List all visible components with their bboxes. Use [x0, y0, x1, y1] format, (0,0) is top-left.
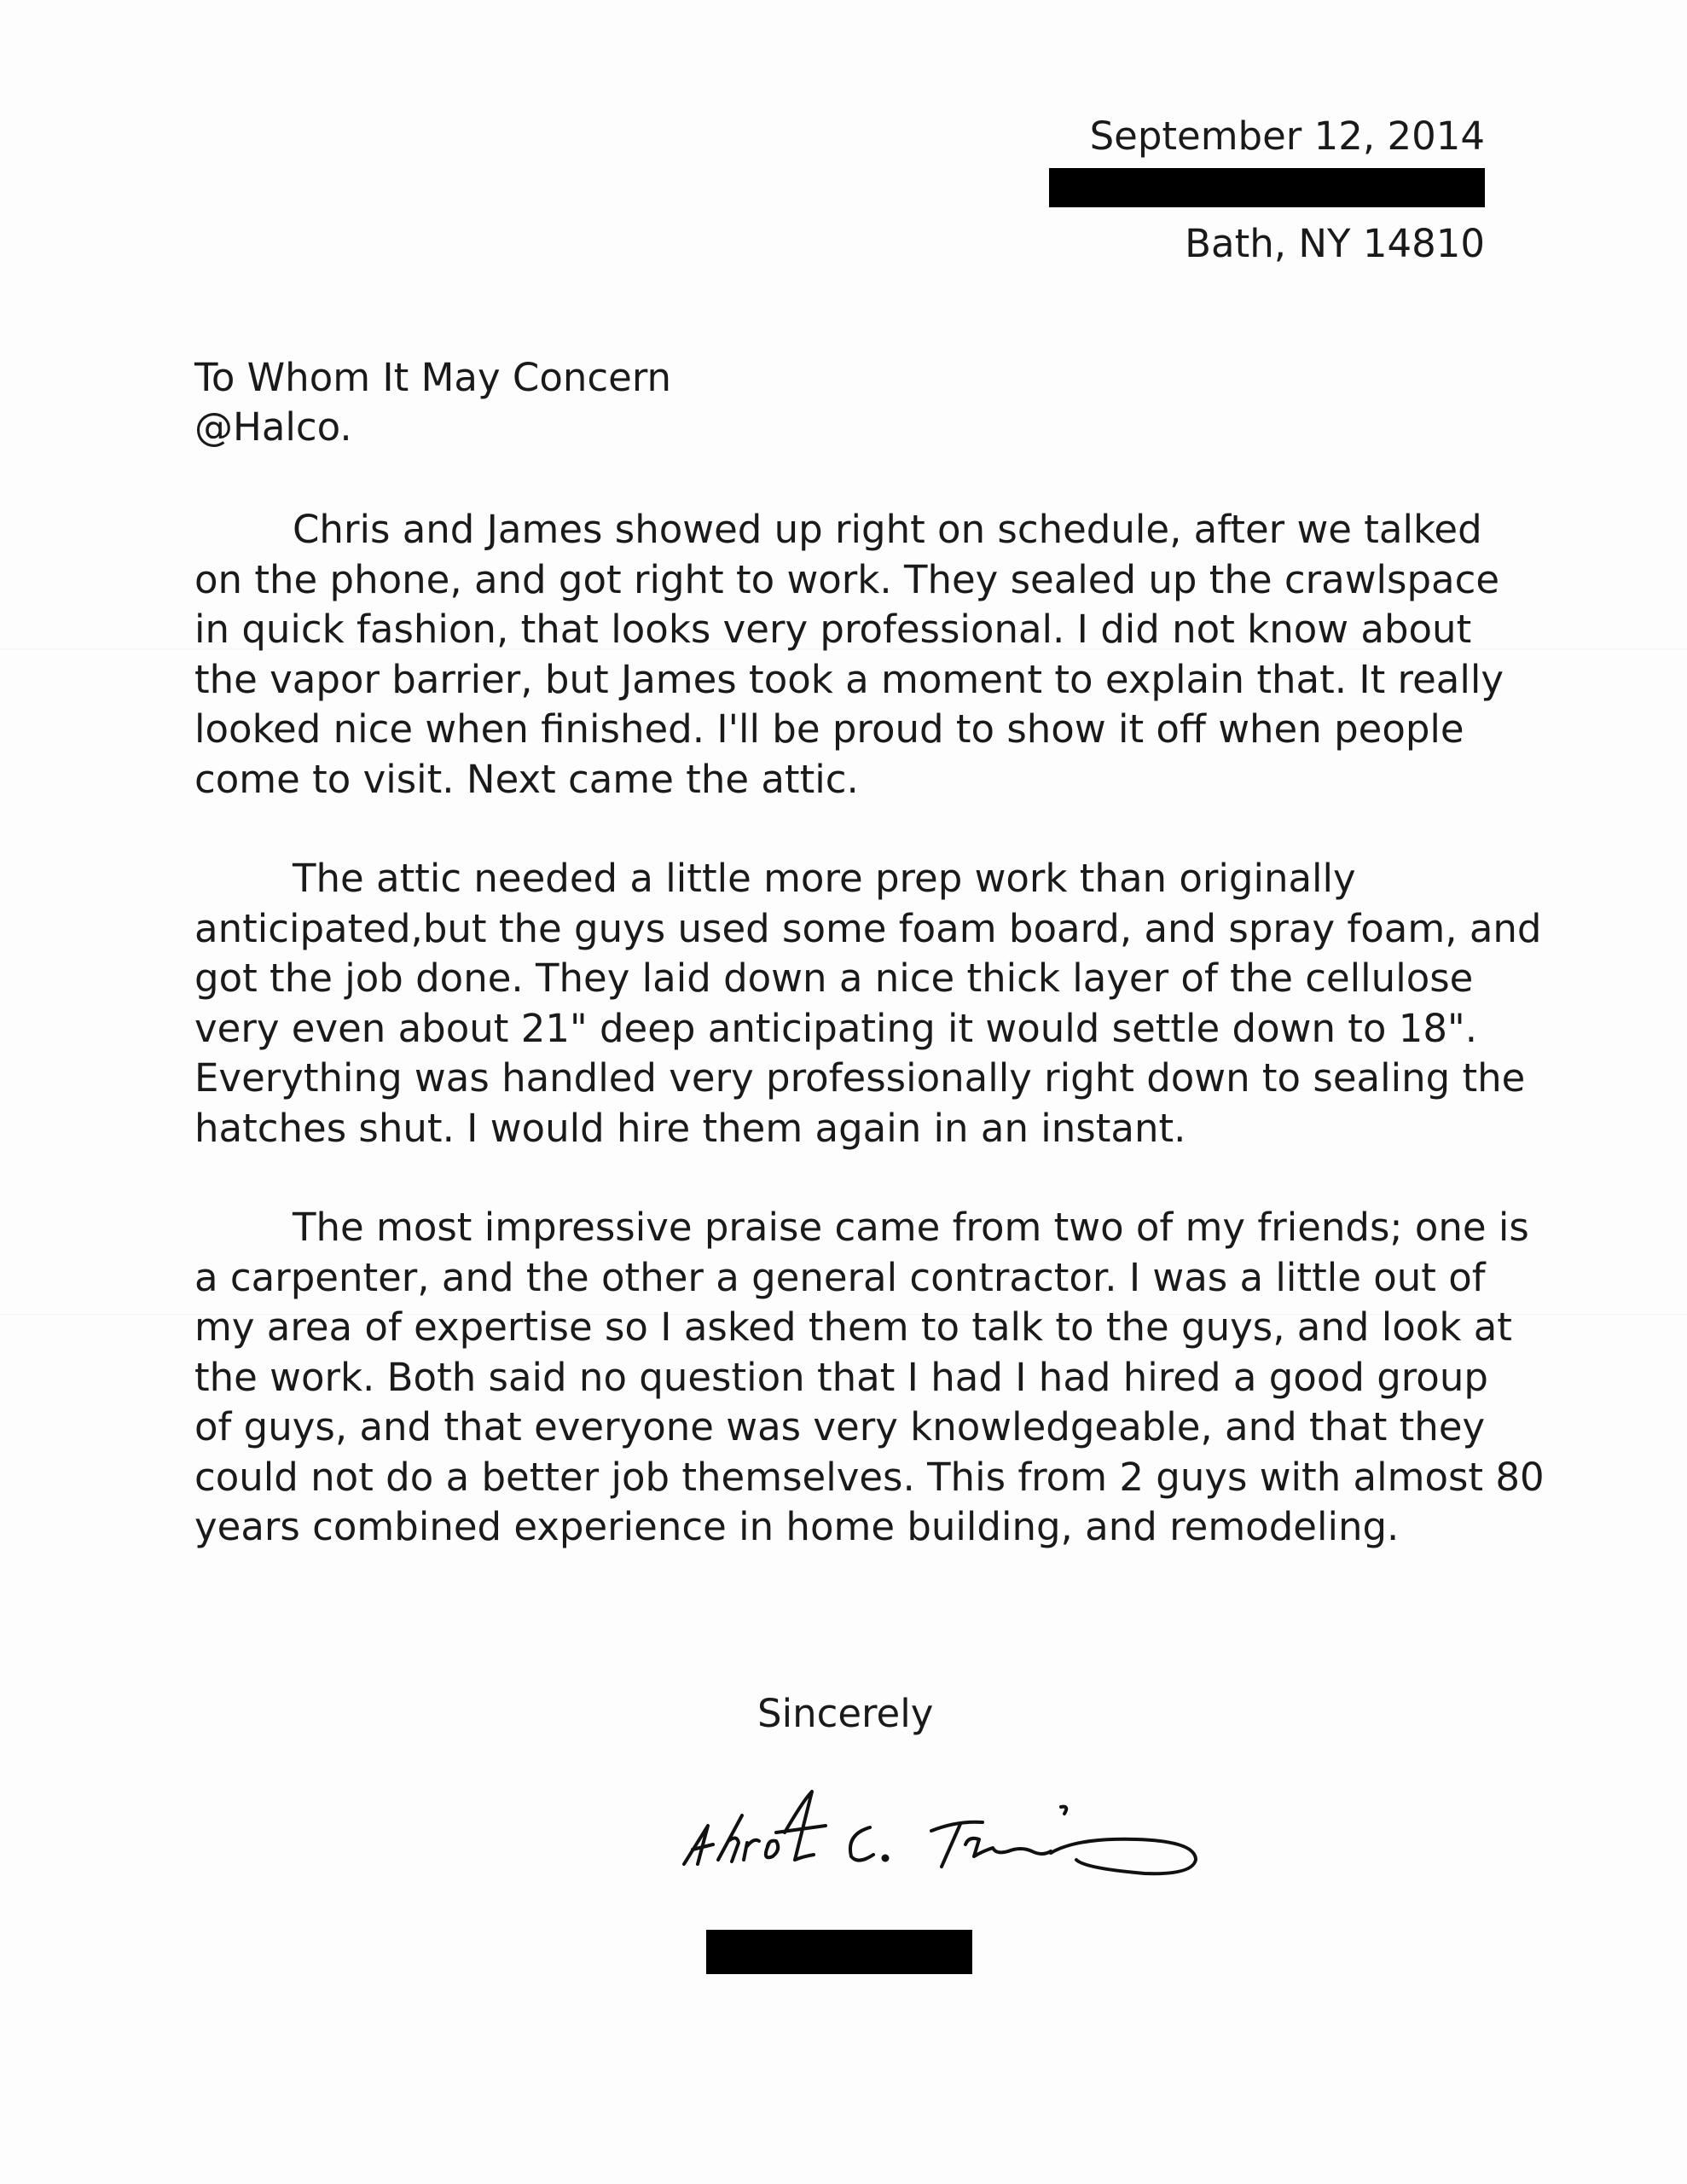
paragraph-line: got the job done. They laid down a nice thick layer of the cellulose: [194, 956, 1474, 1001]
paragraph-line: a carpenter, and the other a general contractor. I was a little out of: [194, 1254, 1486, 1300]
paragraph-line: the vapor barrier, but James took a moment to explain that. It really: [194, 656, 1504, 702]
paragraph-line: very even about 21" deep anticipating it would settle down to 18".: [194, 1005, 1478, 1051]
paragraph-line: The attic needed a little more prep work than originally: [293, 856, 1356, 901]
salutation: [194, 353, 671, 452]
paragraph-line: on the phone, and got right to work. They sealed up the crawlspace: [194, 556, 1500, 602]
paragraph-crawlspace: [194, 505, 1525, 804]
paragraph-line: come to visit. Next came the attic.: [194, 756, 859, 802]
paragraph-line: of guys, and that everyone was very knowledgeable, and that they: [194, 1404, 1486, 1449]
paragraph-line: could not do a better job themselves. This from 2 guys with almost 80: [194, 1454, 1545, 1500]
salutation-line: @Halco.: [194, 404, 352, 450]
letter-header: [1041, 107, 1485, 274]
letter-body: [194, 505, 1545, 1602]
redacted-street-address: [1049, 168, 1485, 207]
paragraph-line: hatches shut. I would hire them again in an instant.: [194, 1105, 1186, 1151]
letter-city-line: Bath, NY 14810: [1185, 221, 1485, 266]
paragraph-line: The most impressive praise came from two of my friends; one is: [293, 1205, 1529, 1250]
letter-date: September 12, 2014: [1089, 113, 1485, 159]
paragraph-line: Chris and James showed up right on schedule, after we talked: [293, 507, 1482, 552]
paragraph-line: anticipated,but the guys used some foam board, and spray foam, and: [194, 905, 1542, 951]
salutation-line: To Whom It May Concern: [194, 355, 672, 400]
paragraph-line: looked nice when finished. I'll be proud to show it off when people: [194, 706, 1464, 752]
redacted-signer-name: [706, 1930, 972, 1974]
closing: Sincerely: [757, 1691, 934, 1736]
paragraph-line: years combined experience in home building, and remodeling.: [194, 1504, 1400, 1549]
paragraph-line: my area of expertise so I asked them to talk to the guys, and look at: [194, 1304, 1512, 1350]
paragraph-line: in quick fashion, that looks very professional. I did not know about: [194, 607, 1472, 652]
paragraph-line: the work. Both said no question that I had I had hired a good group: [194, 1354, 1488, 1400]
handwritten-signature: [675, 1783, 1290, 1920]
paragraph-line: Everything was handled very professionally right down to sealing the: [194, 1055, 1526, 1101]
paragraph-praise: [194, 1203, 1545, 1553]
paragraph-attic: [194, 854, 1542, 1153]
